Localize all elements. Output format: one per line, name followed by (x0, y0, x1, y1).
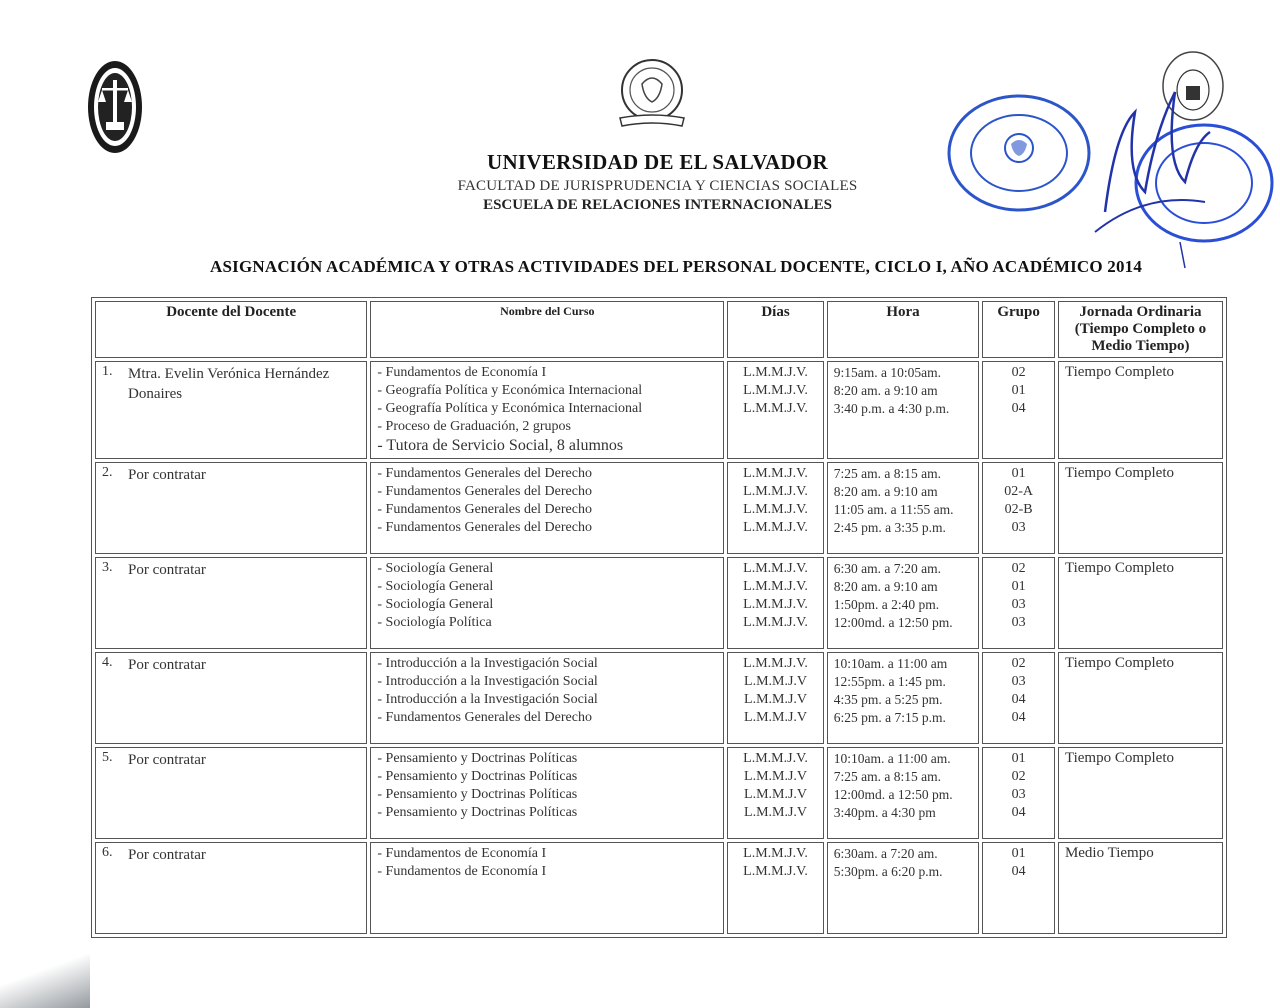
course-name: - Fundamentos Generales del Derecho (377, 710, 592, 725)
curso-cell (370, 557, 724, 649)
jornada-cell: Tiempo Completo (1058, 462, 1223, 554)
table-row (95, 747, 1223, 839)
row-number: 2. (102, 465, 113, 480)
jornada-cell: Tiempo Completo (1058, 747, 1223, 839)
curso-cell (370, 361, 724, 459)
course-days: L.M.M.J.V (744, 674, 808, 689)
university-seal-icon (612, 54, 692, 134)
grupo-cell (982, 747, 1055, 839)
course-time: 10:10am. a 11:00 am. (833, 751, 951, 766)
course-days: L.M.M.J.V (744, 710, 808, 725)
course-days: L.M.M.J.V. (743, 561, 808, 576)
course-group: 02-B (1004, 502, 1033, 517)
course-name: - Proceso de Graduación, 2 grupos (377, 419, 571, 434)
faculty-name: FACULTAD DE JURISPRUDENCIA Y CIENCIAS SOCIALES (457, 178, 858, 194)
course-time: 9:15am. a 10:05am. (833, 365, 942, 380)
course-name: - Introducción a la Investigación Social (377, 674, 598, 689)
course-time: 6:25 pm. a 7:15 p.m. (833, 710, 946, 725)
hora-cell (827, 652, 979, 744)
course-time: 6:30 am. a 7:20 am. (833, 561, 942, 576)
course-days: L.M.M.J.V. (743, 751, 808, 766)
assignment-table (91, 297, 1227, 938)
university-name: UNIVERSIDAD DE EL SALVADOR (487, 150, 828, 174)
course-name: - Sociología General (377, 561, 494, 576)
table-row (95, 361, 1223, 459)
header-docente: Docente del Docente (95, 301, 367, 358)
course-name: - Pensamiento y Doctrinas Políticas (377, 769, 578, 784)
docente-cell (95, 652, 367, 744)
table-row (95, 557, 1223, 649)
course-group: 03 (1011, 597, 1026, 612)
table-row (95, 652, 1223, 744)
course-days: L.M.M.J.V. (743, 401, 808, 416)
header-hora: Hora (827, 301, 979, 358)
dias-cell (727, 462, 824, 554)
course-group: 02 (1011, 561, 1026, 576)
course-group: 03 (1011, 520, 1026, 535)
grupo-cell (982, 361, 1055, 459)
course-group: 01 (1011, 466, 1026, 481)
course-time: 5:30pm. a 6:20 p.m. (833, 864, 943, 879)
dias-cell (727, 361, 824, 459)
grupo-cell (982, 462, 1055, 554)
course-group: 02 (1011, 656, 1026, 671)
dias-cell (727, 842, 824, 934)
row-number: 5. (102, 750, 113, 765)
course-group: 02-A (1004, 484, 1033, 499)
course-days: L.M.M.J.V (744, 805, 808, 820)
course-name: - Fundamentos Generales del Derecho (377, 502, 592, 517)
course-days: L.M.M.J.V. (743, 383, 808, 398)
course-time: 11:05 am. a 11:55 am. (833, 502, 954, 517)
course-days: L.M.M.J.V. (743, 597, 808, 612)
law-faculty-seal-icon (86, 58, 144, 156)
course-days: L.M.M.J.V (744, 692, 808, 707)
course-days: L.M.M.J.V. (743, 466, 808, 481)
course-name: - Sociología General (377, 597, 494, 612)
docente-name: Por contratar (128, 752, 206, 768)
row-number: 1. (102, 364, 113, 379)
docente-wrapper (102, 845, 360, 865)
docente-name: Por contratar (128, 467, 206, 483)
course-name: - Geografía Política y Económica Internacional (377, 383, 643, 398)
course-name: - Fundamentos Generales del Derecho (377, 520, 592, 535)
docente-cell (95, 747, 367, 839)
course-group: 03 (1011, 615, 1026, 630)
docente-wrapper (102, 465, 360, 485)
hora-cell (827, 842, 979, 934)
dias-cell (727, 747, 824, 839)
course-days: L.M.M.J.V. (743, 520, 808, 535)
table-row (95, 842, 1223, 934)
course-days: L.M.M.J.V (744, 787, 808, 802)
jornada-cell: Tiempo Completo (1058, 652, 1223, 744)
course-name: - Fundamentos de Economía I (377, 846, 547, 861)
course-time: 12:55pm. a 1:45 pm. (833, 674, 946, 689)
docente-cell (95, 842, 367, 934)
course-name: - Sociología Política (377, 615, 492, 630)
course-name: - Fundamentos de Economía I (377, 864, 547, 879)
grupo-cell (982, 842, 1055, 934)
docente-wrapper (102, 655, 360, 675)
course-group: 02 (1011, 769, 1026, 784)
course-time: 3:40 p.m. a 4:30 p.m. (833, 401, 950, 416)
dias-cell (727, 557, 824, 649)
curso-cell (370, 462, 724, 554)
course-days: L.M.M.J.V. (743, 502, 808, 517)
course-time: 2:45 pm. a 3:35 p.m. (833, 520, 946, 535)
docente-name: Por contratar (128, 657, 206, 673)
docente-cell (95, 557, 367, 649)
header-grupo: Grupo (982, 301, 1055, 358)
course-time: 12:00md. a 12:50 pm. (833, 787, 953, 802)
hora-cell (827, 462, 979, 554)
table-body (95, 361, 1223, 934)
course-name: - Geografía Política y Económica Internacional (377, 401, 643, 416)
row-number: 6. (102, 845, 113, 860)
course-name: - Fundamentos Generales del Derecho (377, 484, 592, 499)
course-group: 03 (1011, 674, 1026, 689)
docente-name: Por contratar (128, 562, 206, 578)
jornada-cell: Tiempo Completo (1058, 557, 1223, 649)
course-time: 8:20 am. a 9:10 am (833, 484, 938, 499)
course-name: - Sociología General (377, 579, 494, 594)
page-corner-shadow (0, 948, 90, 1008)
hora-cell (827, 361, 979, 459)
course-days: L.M.M.J.V. (743, 656, 808, 671)
jornada-cell: Tiempo Completo (1058, 361, 1223, 459)
course-group: 04 (1011, 864, 1026, 879)
table-header-row (95, 301, 1223, 358)
course-time: 8:20 am. a 9:10 am (833, 383, 938, 398)
course-group: 01 (1011, 751, 1026, 766)
header-dias: Días (727, 301, 824, 358)
row-number: 3. (102, 560, 113, 575)
course-days: L.M.M.J.V (744, 769, 808, 784)
curso-cell (370, 842, 724, 934)
course-name: - Pensamiento y Doctrinas Políticas (377, 751, 578, 766)
course-days: L.M.M.J.V. (743, 846, 808, 861)
course-name: - Introducción a la Investigación Social (377, 692, 598, 707)
docente-name: Mtra. Evelin Verónica Hernández Donaires (128, 366, 330, 402)
course-name: - Introducción a la Investigación Social (377, 656, 598, 671)
school-name: ESCUELA DE RELACIONES INTERNACIONALES (483, 197, 832, 213)
dias-cell (727, 652, 824, 744)
hora-cell (827, 557, 979, 649)
course-group: 04 (1011, 401, 1026, 416)
docente-wrapper (102, 560, 360, 580)
course-group: 01 (1011, 579, 1026, 594)
header-curso: Nombre del Curso (370, 301, 724, 358)
header-jornada: Jornada Ordinaria (Tiempo Completo o Medio Tiempo) (1058, 301, 1223, 358)
course-days: L.M.M.J.V. (743, 365, 808, 380)
hora-cell (827, 747, 979, 839)
course-group: 02 (1011, 365, 1026, 380)
docente-name: Por contratar (128, 847, 206, 863)
row-number: 4. (102, 655, 113, 670)
course-group: 01 (1011, 846, 1026, 861)
course-time: 10:10am. a 11:00 am (833, 656, 948, 671)
jornada-cell: Medio Tiempo (1058, 842, 1223, 934)
table-row (95, 462, 1223, 554)
course-days: L.M.M.J.V. (743, 484, 808, 499)
course-time: 1:50pm. a 2:40 pm. (833, 597, 940, 612)
course-time: 6:30am. a 7:20 am. (833, 846, 938, 861)
curso-cell (370, 747, 724, 839)
course-time: 3:40pm. a 4:30 pm (833, 805, 936, 820)
course-name: - Fundamentos de Economía I (377, 365, 547, 380)
course-days: L.M.M.J.V. (743, 615, 808, 630)
course-name: - Pensamiento y Doctrinas Políticas (377, 805, 578, 820)
course-time: 7:25 am. a 8:15 am. (833, 466, 942, 481)
docente-wrapper (102, 750, 360, 770)
course-time: 4:35 pm. a 5:25 pm. (833, 692, 943, 707)
course-name: - Tutora de Servicio Social, 8 alumnos (377, 437, 624, 454)
course-group: 04 (1011, 805, 1026, 820)
course-group: 04 (1011, 710, 1026, 725)
docente-cell (95, 462, 367, 554)
course-time: 8:20 am. a 9:10 am (833, 579, 938, 594)
grupo-cell (982, 557, 1055, 649)
course-name: - Fundamentos Generales del Derecho (377, 466, 592, 481)
course-time: 12:00md. a 12:50 pm. (833, 615, 953, 630)
course-group: 04 (1011, 692, 1026, 707)
course-group: 03 (1011, 787, 1026, 802)
docente-wrapper (102, 364, 360, 404)
course-time: 7:25 am. a 8:15 am. (833, 769, 942, 784)
docente-cell (95, 361, 367, 459)
course-group: 01 (1011, 383, 1026, 398)
course-days: L.M.M.J.V. (743, 864, 808, 879)
grupo-cell (982, 652, 1055, 744)
document-title: ASIGNACIÓN ACADÉMICA Y OTRAS ACTIVIDADES DEL PERSONAL DOCENTE, CICLO I, AÑO ACADÉMICO 2014 (210, 257, 1143, 276)
course-name: - Pensamiento y Doctrinas Políticas (377, 787, 578, 802)
course-days: L.M.M.J.V. (743, 579, 808, 594)
curso-cell (370, 652, 724, 744)
